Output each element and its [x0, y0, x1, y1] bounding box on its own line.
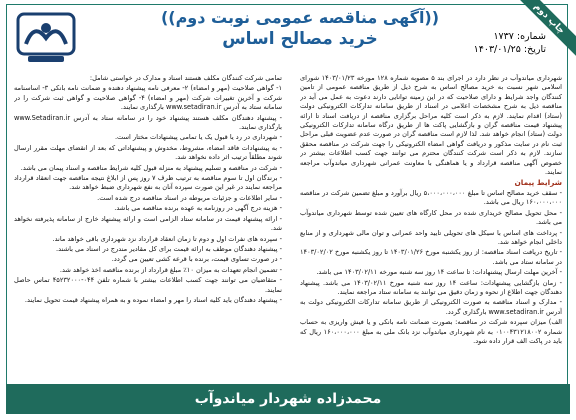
- left-item: - پیشنهاد دهندگان موظف به ارائه قیمت برای کل مقادیر مندرج در اسناد می باشند.: [56, 244, 282, 253]
- condition-item: - پرداخت های اساس با سیکل های تحویلی تایید واحد عمرانی و توان مالی شهرداری و از منابع داخلی انجام خواهد شد.: [300, 228, 562, 246]
- signature-footer: محمدزاده شهردار میاندوآب: [6, 384, 570, 414]
- ad-body: [10, 74, 566, 370]
- left-item: - پیشنهاد دهندگان مکلف هستند پیشنهاد خود را در سامانه ستاد به آدرس www.Setadiran.ir بارگذاری نمایند.: [14, 113, 282, 132]
- title-line-1: ((آگهی مناقصه عمومی نوبت دوم)): [160, 8, 440, 27]
- title-line-2: خرید مصالح اساس: [222, 29, 378, 49]
- left-item: - هزینه درج آگهی در روزنامه به عهده برنده مناقصه می باشد.: [114, 204, 282, 213]
- municipality-logo-icon: [14, 8, 78, 66]
- condition-item: - تاریخ دریافت اسناد مناقصه: از روز یکشنبه مورخ ۱۴۰۳/۰۱/۲۶ تا روز یکشنبه مورخ ۱۴۰۳/۰۲/۰۲ در سامانه ستاد می باشد.: [300, 248, 562, 266]
- left-item: - تضمین انجام تعهدات به میزان ۱۰٪ مبلغ قرارداد از برنده مناقصه اخذ خواهد شد.: [59, 265, 282, 274]
- condition-item: - سقف خرید مصالح اساس تا مبلغ ۵،۰۰۰،۰۰۰،۰۰۰ ریال برآورد و مبلغ تضمین شرکت در مناقصه ۱۶۰،۰۰۰،۰۰۰ ریال می باشد.: [300, 188, 562, 207]
- left-item: تمامی شرکت کنندگان مکلف هستند اسناد و مدارک در خواستی شامل:: [89, 74, 282, 82]
- conditions-title: شرایط پیمان: [514, 178, 562, 188]
- left-column: [14, 74, 282, 370]
- left-item: - سایر اطلاعات و جزئیات مربوطه در اسناد مناقصه درج شده است.: [97, 193, 282, 202]
- guarantee-paragraph: الف) میزان سپرده شرکت در مناقصه: بصورت ضمانت نامه بانکی و یا فیش واریزی به حساب شماره ۰۱۰۰۴۳۱۲۱۸۰۰۲ به نام شهرداری میاندوآب نزد بانک ملی به مبلغ ۱۶۰،۰۰۰،۰۰۰ ریال که باید در پاکت الف قرار داده شود.: [300, 318, 562, 345]
- left-item: - در صورت تساوی قیمت، برنده با قرعه کشی تعیین می گردد.: [111, 255, 282, 264]
- left-item: - ارائه پیشنهاد قیمت در سامانه ستاد الزامی است و ارائه پیشنهاد خارج از سامانه پذیرفته نخواهد شد.: [14, 214, 282, 233]
- right-column: [300, 74, 562, 370]
- left-items-list: [14, 74, 282, 305]
- print-badge: چاپ دوم: [514, 0, 576, 56]
- ad-meta: [474, 30, 546, 56]
- left-item: - سپرده های نفرات اول و دوم تا زمان انعقاد قرارداد نزد شهرداری باقی خواهد ماند.: [52, 234, 282, 243]
- ad-number: شماره: ۱۷۳۷: [493, 31, 546, 42]
- intro-paragraph: شهرداری میاندوآب در نظر دارد در اجرای بند ۵ مصوبه شماره ۱۲۸ مورخه ۱۴۰۳/۰۱/۲۳ شورای اسلامی شهر نسبت به خرید مصالح اساس به شرح ذیل از طریق مناقصه عمومی از تامین کنندگان واجد شرایط و دارای صلاحیت که در این زمینه توانایی دارند دعوت به عمل می آید در مناقصه ذیل به شرح مشخصات اعلامی در اسناد از طریق سامانه تدارکات الکترونیکی دولت (ستاد) اقدام نمایند. لازم به ذکر است کلیه مراحل برگزاری مناقصه از دریافت اسناد تا ارائه پیشنهاد قیمت مناقصه گران و بازگشایی پاکت ها از طریق درگاه سامانه تدارکات الکترونیکی دولت (ستاد) انجام خواهد شد. لذا لازم است مناقصه گران در صورت عدم عضویت قبلی مراحل ثبت نام در سایت مذکور و دریافت گواهی امضاء الکترونیکی را جهت شرکت در مناقصه محقق سازند. لازم به ذکر است شرکت کنندگان محترم می توانند جهت کسب اطلاعات بیشتر در خصوص آگهی مناقصه قرارداد و یا هماهنگی با معاونت عمرانی شهرداری میاندوآب مراجعه نمایند.: [300, 74, 562, 177]
- left-item: - برندگان اول تا سوم مناقصه به ترتیب ظرف ۷ روز پس از ابلاغ نتیجه مناقصه جهت انعقاد قرارداد مراجعه نمایند در غیر این صورت سپرده آنان به نفع شهرداری ضبط خواهد شد.: [14, 174, 282, 192]
- ad-date: تاریخ: ۱۴۰۳/۰۱/۲۵: [473, 44, 546, 55]
- condition-item: - مدارک و اسناد مناقصه به صورت الکترونیکی از طریق سامانه تدارکات الکترونیکی دولت به آدرس www.setadiran.ir بارگذاری گردد.: [300, 298, 562, 316]
- ad-title: [150, 8, 450, 49]
- left-item: - متقاضیان می توانند جهت کسب اطلاعات بیشتر با شماره تلفن ۰۴۴-۴۵۲۳۲۰۰۰ تماس حاصل نمایند.: [14, 276, 282, 294]
- left-item: - به پیشنهادات فاقد امضاء، مشروط، مخدوش و پیشنهاداتی که بعد از انقضای مهلت مقرر ارسال شوند مطلقاً ترتیب اثر داده نخواهد شد.: [14, 143, 282, 162]
- conditions-list: [300, 189, 562, 317]
- left-item: - شرکت در مناقصه و تسلیم پیشنهاد به منزله قبول کلیه شرایط مناقصه و اسناد پیمان می باشد.: [20, 163, 282, 172]
- condition-item: - محل تحویل مصالح خریداری شده در محل کارگاه های تعیین شده توسط شهرداری میاندوآب می باشد.: [300, 208, 562, 227]
- condition-item: - زمان بازگشایی پیشنهادات: ساعت ۱۴ روز سه شنبه مورخ ۱۴۰۳/۰۲/۱۱ می باشد. پیشنهاد دهندگان جهت اطلاع از نحوه و زمان دقیق می توانند به سامانه ستاد مراجعه نمایند.: [300, 278, 562, 296]
- condition-item: - آخرین مهلت ارسال پیشنهادات: تا ساعت ۱۴ روز سه شنبه مورخه ۱۴۰۳/۰۲/۱۱ می باشد.: [316, 268, 562, 277]
- left-item: - شهرداری در رد یا قبول یک یا تمامی پیشنهادات مختار است.: [114, 133, 282, 142]
- left-item: ۱- گواهی صلاحیت (مهر و امضاء) ۲- معرفی نامه پیشنهاد دهنده و ضمانت نامه بانکی ۳- اساسنامه شرکت و آخرین تغییرات شرکت (مهر و امضاء) ۴- گواهی صلاحیت و گواهی ثبت شرکت را در سامانه ستاد به آدرس www.setadiran.ir بارگذاری نمایند.: [14, 84, 282, 112]
- left-item: - پیشنهاد دهندگان باید کلیه اسناد را مهر و امضاء نموده و به همراه پیشنهاد قیمت تحویل نمایند.: [24, 295, 282, 304]
